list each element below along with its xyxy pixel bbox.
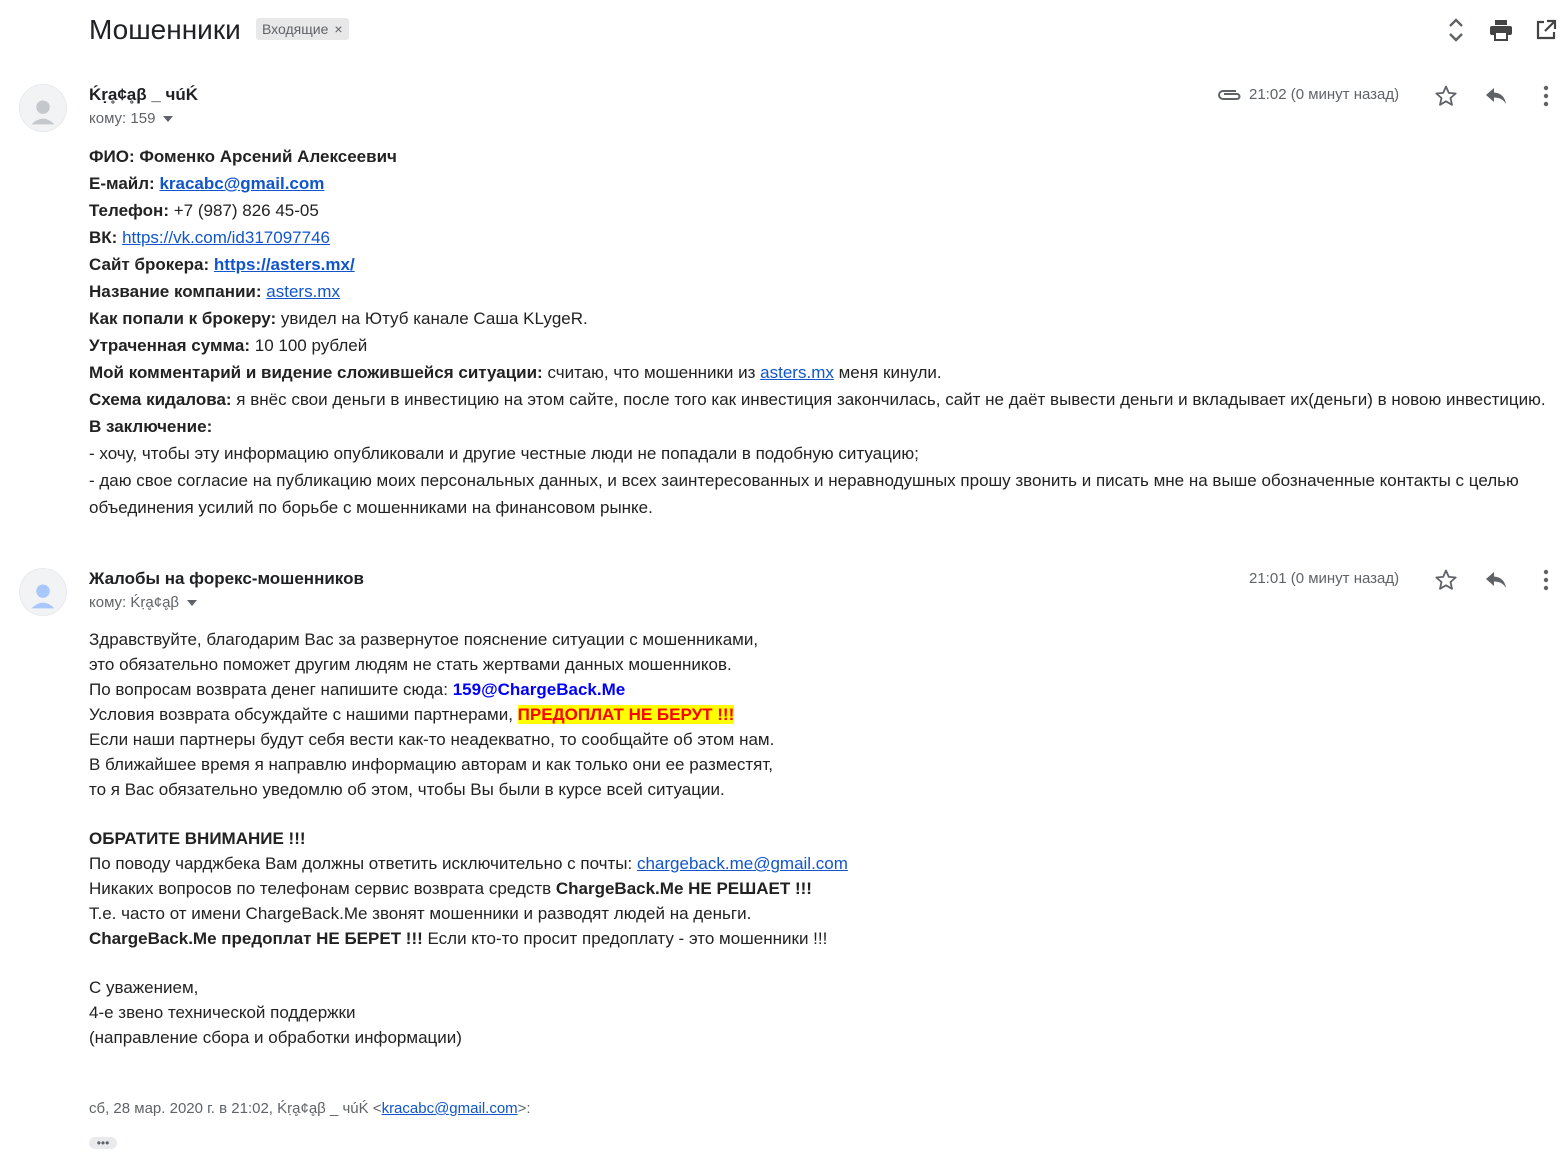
lost-value: 10 100 рублей (250, 336, 368, 355)
label-chip-close-icon[interactable]: × (334, 21, 343, 37)
avatar-person-icon (20, 91, 66, 131)
signature-line: 4-е звено технической поддержки (89, 1003, 356, 1022)
signature-line: (направление сбора и обработки информации) (89, 1028, 462, 1047)
comment-link[interactable]: asters.mx (760, 363, 834, 382)
conclusion-bullet: - даю свое согласие на публикацию моих персональных данных, и всех заинтересованных и неравнодушных прошу звонить и писать мне на выше обозначенные контакты с целью объединения усилий по борьбе с мошенниками на финансовом рынке. (89, 471, 1519, 517)
comment-text-end: меня кинули. (833, 363, 942, 382)
recipients-text: кому: Ḱṛḁ¢ḁβ (89, 594, 180, 611)
star-icon[interactable] (1432, 566, 1460, 594)
support-email-link[interactable]: 159@ChargeBack.Me (452, 680, 626, 699)
company-label: Название компании: (89, 282, 262, 301)
message-body (89, 627, 1489, 1050)
how-label: Как попали к брокеру: (89, 309, 277, 328)
body-line: Т.е. часто от имени ChargeBack.Me звонят мошенники и разводят людей на деньги. (89, 904, 752, 923)
body-line: По вопросам возврата денег напишите сюда: (89, 680, 453, 699)
reply-icon[interactable] (1482, 82, 1510, 110)
fio-label: ФИО: (89, 147, 135, 166)
sender-avatar (19, 84, 67, 132)
quote-header (89, 1100, 531, 1117)
avatar-person-icon (20, 575, 66, 615)
message-sender[interactable]: Жалобы на форекс-мошенников (89, 569, 364, 588)
show-trimmed-content-button[interactable]: ••• (89, 1137, 117, 1149)
dropdown-arrow-icon[interactable] (163, 116, 173, 122)
conclusion-bullet: - хочу, чтобы эту информацию опубликовали и другие честные люди не попадали в подобную ситуацию; (89, 444, 919, 463)
thread-subject: Мошенники (89, 14, 241, 45)
star-icon[interactable] (1432, 82, 1460, 110)
vk-link[interactable]: https://vk.com/id317097746 (122, 228, 330, 247)
message-body (89, 143, 1554, 550)
comment-text: считаю, что мошенники из (542, 363, 761, 382)
body-line: Если наши партнеры будут себя вести как-то неадекватно, то сообщайте об этом нам. (89, 730, 775, 749)
broker-site-label: Сайт брокера: (89, 255, 210, 274)
quote-header-text: сб, 28 мар. 2020 г. в 21:02, Ḱṛḁ¢ḁβ _ чúḰ < (89, 1100, 382, 1117)
scheme-label: Схема кидалова: (89, 390, 232, 409)
email-link[interactable]: kracabc@gmail.com (159, 174, 325, 193)
more-vert-icon[interactable] (1532, 566, 1560, 594)
attachment-icon (1216, 86, 1242, 109)
phone-value: +7 (987) 826 45-05 (169, 201, 319, 220)
bold-text: ChargeBack.Me НЕ РЕШАЕТ !!! (555, 879, 812, 898)
message-recipients[interactable] (89, 110, 173, 127)
fio-value: Фоменко Арсений Алексеевич (139, 147, 397, 166)
label-chip-text: Входящие (262, 21, 329, 37)
broker-site-link[interactable]: https://asters.mx/ (213, 255, 355, 274)
body-line: Если кто-то просит предоплату - это мошенники !!! (422, 929, 828, 948)
body-line: то я Вас обязательно уведомлю об этом, чтобы Вы были в курсе всей ситуации. (89, 780, 725, 799)
dropdown-arrow-icon[interactable] (187, 600, 197, 606)
label-chip-inbox[interactable] (256, 18, 349, 40)
message-time: 21:01 (0 минут назад) (1249, 570, 1400, 587)
highlight-warning: ПРЕДОПЛАТ НЕ БЕРУТ !!! (517, 705, 735, 724)
body-line: это обязательно поможет другим людям не стать жертвами данных мошенников. (89, 655, 732, 674)
scheme-value: я внёс свои деньги в инвестицию на этом сайте, после того как инвестиция закончилась, сайт не даёт вывести деньги и вкладывает их(деньги) в новою инвестицию. (231, 390, 1546, 409)
company-link[interactable]: asters.mx (266, 282, 340, 301)
vk-label: ВК: (89, 228, 118, 247)
recipients-text: кому: 159 (89, 110, 156, 127)
body-line: Здравствуйте, благодарим Вас за развернутое пояснение ситуации с мошенниками, (89, 630, 759, 649)
lost-label: Утраченная сумма: (89, 336, 251, 355)
conclusion-label: В заключение: (89, 417, 213, 436)
chargeback-email-link[interactable]: chargeback.me@gmail.com (636, 854, 848, 873)
body-line: Условия возврата обсуждайте с нашими партнерами, (89, 705, 518, 724)
comment-label: Мой комментарий и видение сложившейся ситуации: (89, 363, 543, 382)
quote-header-end: >: (517, 1100, 531, 1117)
print-icon[interactable] (1485, 14, 1517, 46)
quote-email-link[interactable]: kracabc@gmail.com (381, 1100, 518, 1117)
sender-avatar (19, 568, 67, 616)
message-sender[interactable]: Ḱṛḁ¢ḁβ _ чúḰ (89, 85, 199, 104)
more-vert-icon[interactable] (1532, 82, 1560, 110)
signature-line: С уважением, (89, 978, 199, 997)
phone-label: Телефон: (89, 201, 169, 220)
how-value: увидел на Ютуб канале Саша KLygeR. (276, 309, 588, 328)
body-line: Никаких вопросов по телефонам сервис возврата средств (89, 879, 556, 898)
email-label: Е-майл: (89, 174, 155, 193)
body-line: В ближайшее время я направлю информацию авторам и как только они ее разместят, (89, 755, 774, 774)
open-new-window-icon[interactable] (1530, 14, 1562, 46)
message-time: 21:02 (0 минут назад) (1249, 86, 1400, 103)
expand-collapse-icon[interactable] (1440, 14, 1472, 46)
attention-heading: ОБРАТИТЕ ВНИМАНИЕ !!! (89, 829, 306, 848)
reply-icon[interactable] (1482, 566, 1510, 594)
message-recipients[interactable] (89, 594, 197, 611)
bold-text: ChargeBack.Me предоплат НЕ БЕРЕТ !!! (89, 929, 423, 948)
body-line: По поводу чарджбека Вам должны ответить исключительно с почты: (89, 854, 637, 873)
